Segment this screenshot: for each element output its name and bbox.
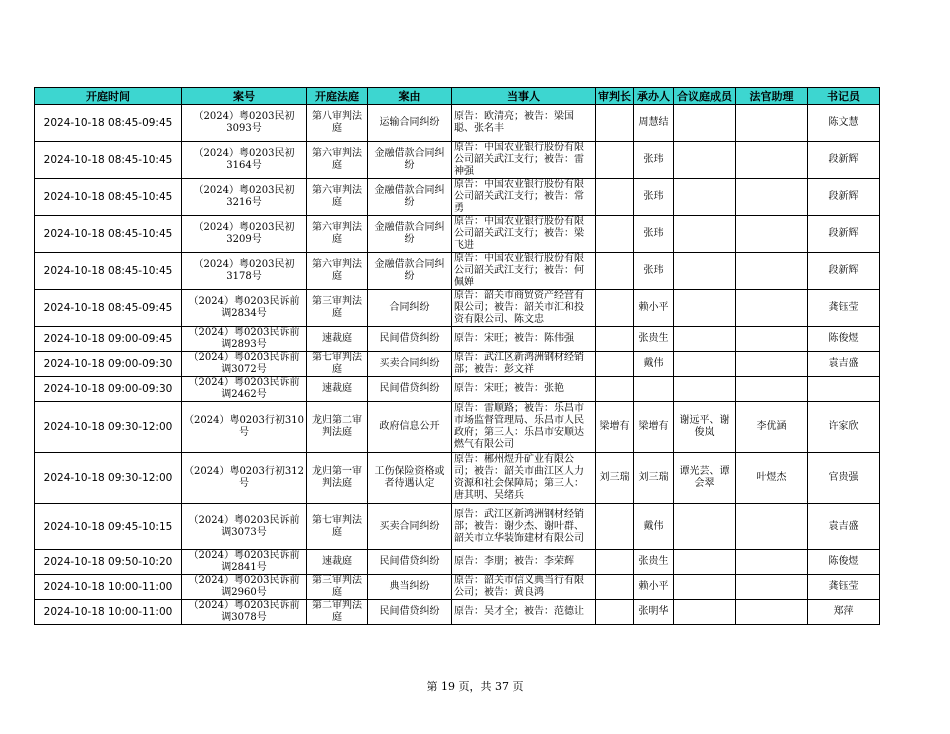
table-row — [35, 327, 880, 352]
cell-time: 2024-10-18 08:45-10:45 — [35, 216, 182, 253]
header-panel: 合议庭成员 — [674, 88, 736, 105]
table-row — [35, 352, 880, 377]
table-row — [35, 179, 880, 216]
cell-cause: 工伤保险资格或者待遇认定 — [368, 453, 452, 504]
cell-parties: 原告：武江区新鸿洲钢材经销部；被告：谢少杰、谢叶群、韶关市立华装饰建材有限公司 — [452, 504, 596, 550]
cell-cause: 典当纠纷 — [368, 575, 452, 600]
cell-court: 第二审判法庭 — [307, 600, 368, 625]
cell-presiding-judge — [596, 377, 634, 402]
cell-cause: 运输合同纠纷 — [368, 105, 452, 142]
cell-case-number: （2024）粤0203民诉前调2841号 — [182, 550, 307, 575]
cell-case-number: （2024）粤0203民初3093号 — [182, 105, 307, 142]
cell-panel-members: 谭光芸、谭会翠 — [674, 453, 736, 504]
cell-parties: 原告：中国农业银行股份有限公司韶关武江支行；被告：梁飞进 — [452, 216, 596, 253]
table-row — [35, 504, 880, 550]
cell-case-number: （2024）粤0203民初3178号 — [182, 253, 307, 290]
cell-parties: 原告：李朋；被告：李荣辉 — [452, 550, 596, 575]
cell-case-number: （2024）粤0203民初3209号 — [182, 216, 307, 253]
cell-panel-members — [674, 575, 736, 600]
cell-court: 速裁庭 — [307, 327, 368, 352]
cell-handling-judge: 张明华 — [634, 600, 674, 625]
cell-handling-judge: 周慧结 — [634, 105, 674, 142]
cell-presiding-judge — [596, 179, 634, 216]
cell-clerk: 陈俊煜 — [808, 550, 880, 575]
header-row — [35, 88, 880, 105]
header-clerk: 书记员 — [808, 88, 880, 105]
cell-court: 第七审判法庭 — [307, 352, 368, 377]
cell-clerk: 郑萍 — [808, 600, 880, 625]
cell-cause: 政府信息公开 — [368, 402, 452, 453]
cell-court: 速裁庭 — [307, 550, 368, 575]
cell-cause: 金融借款合同纠纷 — [368, 142, 452, 179]
header-time: 开庭时间 — [35, 88, 182, 105]
cell-clerk: 段新辉 — [808, 142, 880, 179]
cell-presiding-judge — [596, 253, 634, 290]
cell-court: 龙归第二审判法庭 — [307, 402, 368, 453]
cell-parties: 原告：雷顺路；被告：乐昌市市场监督管理局、乐昌市人民政府；第三人：乐昌市安顺达燃气有限公司 — [452, 402, 596, 453]
cell-presiding-judge: 刘三瑞 — [596, 453, 634, 504]
cell-clerk: 袁吉盛 — [808, 352, 880, 377]
header-cause: 案由 — [368, 88, 452, 105]
cell-court: 第八审判法庭 — [307, 105, 368, 142]
cell-clerk: 段新辉 — [808, 216, 880, 253]
cell-presiding-judge — [596, 504, 634, 550]
table-row — [35, 402, 880, 453]
table-row — [35, 600, 880, 625]
cell-clerk: 陈俊煜 — [808, 327, 880, 352]
cell-clerk: 段新辉 — [808, 253, 880, 290]
cell-presiding-judge — [596, 142, 634, 179]
cell-judge-assistant — [736, 377, 808, 402]
cell-parties: 原告：欧清亮；被告：梁国聪、张名丰 — [452, 105, 596, 142]
cell-cause: 民间借贷纠纷 — [368, 327, 452, 352]
cell-cause: 买卖合同纠纷 — [368, 352, 452, 377]
cell-panel-members — [674, 253, 736, 290]
cell-time: 2024-10-18 08:45-10:45 — [35, 253, 182, 290]
cell-panel-members — [674, 290, 736, 327]
cell-clerk: 龚钰莹 — [808, 575, 880, 600]
cell-judge-assistant: 叶煜杰 — [736, 453, 808, 504]
cell-time: 2024-10-18 09:30-12:00 — [35, 402, 182, 453]
cell-court: 第六审判法庭 — [307, 216, 368, 253]
cell-presiding-judge — [596, 550, 634, 575]
cell-judge-assistant: 李优涵 — [736, 402, 808, 453]
cell-handling-judge: 张玮 — [634, 216, 674, 253]
cell-cause: 金融借款合同纠纷 — [368, 216, 452, 253]
cell-handling-judge: 张贵生 — [634, 327, 674, 352]
cell-clerk: 许家欣 — [808, 402, 880, 453]
cell-court: 第七审判法庭 — [307, 504, 368, 550]
cell-court: 第六审判法庭 — [307, 179, 368, 216]
cell-case-number: （2024）粤0203民初3216号 — [182, 179, 307, 216]
cell-parties: 原告：吴才全；被告：范德让 — [452, 600, 596, 625]
schedule-table — [34, 87, 880, 625]
header-presiding: 审判长 — [596, 88, 634, 105]
cell-handling-judge: 戴伟 — [634, 504, 674, 550]
cell-panel-members — [674, 352, 736, 377]
cell-judge-assistant — [736, 575, 808, 600]
cell-case-number: （2024）粤0203民诉前调3073号 — [182, 504, 307, 550]
cell-time: 2024-10-18 08:45-10:45 — [35, 179, 182, 216]
cell-presiding-judge — [596, 575, 634, 600]
cell-time: 2024-10-18 10:00-11:00 — [35, 600, 182, 625]
cell-cause: 民间借贷纠纷 — [368, 550, 452, 575]
cell-time: 2024-10-18 10:00-11:00 — [35, 575, 182, 600]
cell-parties: 原告：韶关市商贸资产经营有限公司；被告：韶关市汇和投资有限公司、陈文忠 — [452, 290, 596, 327]
table-row — [35, 453, 880, 504]
cell-cause: 买卖合同纠纷 — [368, 504, 452, 550]
cell-parties: 原告：郴州煜升矿业有限公司；被告：韶关市曲江区人力资源和社会保障局；第三人：唐其明、吴绪兵 — [452, 453, 596, 504]
header-assistant: 法官助理 — [736, 88, 808, 105]
cell-presiding-judge: 梁增有 — [596, 402, 634, 453]
cell-handling-judge: 张玮 — [634, 142, 674, 179]
cell-case-number: （2024）粤0203民诉前调2834号 — [182, 290, 307, 327]
cell-presiding-judge — [596, 105, 634, 142]
cell-parties: 原告：宋旺；被告：陈伟强 — [452, 327, 596, 352]
cell-handling-judge — [634, 377, 674, 402]
cell-case-number: （2024）粤0203民诉前调3078号 — [182, 600, 307, 625]
page-footer: 第 19 页，共 37 页 — [426, 680, 524, 693]
cell-handling-judge: 张贵生 — [634, 550, 674, 575]
cell-judge-assistant — [736, 352, 808, 377]
cell-time: 2024-10-18 09:50-10:20 — [35, 550, 182, 575]
cell-cause: 金融借款合同纠纷 — [368, 179, 452, 216]
cell-case-number: （2024）粤0203行初310号 — [182, 402, 307, 453]
cell-time: 2024-10-18 09:00-09:45 — [35, 327, 182, 352]
cell-clerk: 龚钰莹 — [808, 290, 880, 327]
cell-case-number: （2024）粤0203民初3164号 — [182, 142, 307, 179]
cell-clerk: 陈文慧 — [808, 105, 880, 142]
cell-presiding-judge — [596, 216, 634, 253]
cell-court: 龙归第一审判法庭 — [307, 453, 368, 504]
header-parties: 当事人 — [452, 88, 596, 105]
table-row — [35, 377, 880, 402]
cell-time: 2024-10-18 08:45-09:45 — [35, 290, 182, 327]
cell-judge-assistant — [736, 550, 808, 575]
cell-panel-members — [674, 179, 736, 216]
cell-judge-assistant — [736, 142, 808, 179]
table-row — [35, 290, 880, 327]
cell-presiding-judge — [596, 290, 634, 327]
cell-parties: 原告：武江区新鸿洲钢材经销部；被告：彭文祥 — [452, 352, 596, 377]
cell-case-number: （2024）粤0203行初312号 — [182, 453, 307, 504]
table-body — [35, 105, 880, 625]
cell-court: 第六审判法庭 — [307, 253, 368, 290]
cell-panel-members — [674, 327, 736, 352]
cell-judge-assistant — [736, 600, 808, 625]
cell-court: 第三审判法庭 — [307, 290, 368, 327]
cell-handling-judge: 赖小平 — [634, 575, 674, 600]
header-court: 开庭法庭 — [307, 88, 368, 105]
table-row — [35, 253, 880, 290]
cell-case-number: （2024）粤0203民诉前调2893号 — [182, 327, 307, 352]
cell-judge-assistant — [736, 253, 808, 290]
cell-time: 2024-10-18 09:00-09:30 — [35, 377, 182, 402]
cell-parties: 原告：宋旺；被告：张艳 — [452, 377, 596, 402]
cell-panel-members — [674, 600, 736, 625]
cell-handling-judge: 张玮 — [634, 253, 674, 290]
cell-presiding-judge — [596, 352, 634, 377]
cell-handling-judge: 刘三瑞 — [634, 453, 674, 504]
cell-judge-assistant — [736, 290, 808, 327]
cell-panel-members — [674, 105, 736, 142]
cell-judge-assistant — [736, 179, 808, 216]
table-row — [35, 142, 880, 179]
cell-panel-members — [674, 216, 736, 253]
cell-panel-members — [674, 550, 736, 575]
table-row — [35, 105, 880, 142]
cell-clerk: 官贵强 — [808, 453, 880, 504]
header-case: 案号 — [182, 88, 307, 105]
cell-handling-judge: 梁增有 — [634, 402, 674, 453]
cell-parties: 原告：中国农业银行股份有限公司韶关武江支行；被告：常勇 — [452, 179, 596, 216]
cell-handling-judge: 张玮 — [634, 179, 674, 216]
cell-cause: 民间借贷纠纷 — [368, 377, 452, 402]
cell-judge-assistant — [736, 216, 808, 253]
cell-parties: 原告：韶关市信义典当行有限公司；被告：黄良鸿 — [452, 575, 596, 600]
cell-court: 第六审判法庭 — [307, 142, 368, 179]
cell-time: 2024-10-18 08:45-10:45 — [35, 142, 182, 179]
cell-panel-members — [674, 377, 736, 402]
table-row — [35, 575, 880, 600]
cell-presiding-judge — [596, 600, 634, 625]
cell-clerk — [808, 377, 880, 402]
table-row — [35, 550, 880, 575]
cell-time: 2024-10-18 08:45-09:45 — [35, 105, 182, 142]
cell-cause: 民间借贷纠纷 — [368, 600, 452, 625]
cell-clerk: 段新辉 — [808, 179, 880, 216]
cell-parties: 原告：中国农业银行股份有限公司韶关武江支行；被告：何佩婵 — [452, 253, 596, 290]
cell-time: 2024-10-18 09:30-12:00 — [35, 453, 182, 504]
cell-time: 2024-10-18 09:00-09:30 — [35, 352, 182, 377]
cell-case-number: （2024）粤0203民诉前调2462号 — [182, 377, 307, 402]
cell-handling-judge: 赖小平 — [634, 290, 674, 327]
cell-panel-members — [674, 504, 736, 550]
cell-cause: 金融借款合同纠纷 — [368, 253, 452, 290]
cell-judge-assistant — [736, 504, 808, 550]
cell-case-number: （2024）粤0203民诉前调3072号 — [182, 352, 307, 377]
header-handler: 承办人 — [634, 88, 674, 105]
table-row — [35, 216, 880, 253]
cell-judge-assistant — [736, 327, 808, 352]
cell-time: 2024-10-18 09:45-10:15 — [35, 504, 182, 550]
cell-panel-members: 谢远平、谢俊岚 — [674, 402, 736, 453]
cell-judge-assistant — [736, 105, 808, 142]
cell-handling-judge: 戴伟 — [634, 352, 674, 377]
cell-presiding-judge — [596, 327, 634, 352]
cell-cause: 合同纠纷 — [368, 290, 452, 327]
cell-panel-members — [674, 142, 736, 179]
cell-clerk: 袁吉盛 — [808, 504, 880, 550]
cell-parties: 原告：中国农业银行股份有限公司韶关武江支行；被告：雷神强 — [452, 142, 596, 179]
cell-court: 速裁庭 — [307, 377, 368, 402]
cell-case-number: （2024）粤0203民诉前调2960号 — [182, 575, 307, 600]
cell-court: 第三审判法庭 — [307, 575, 368, 600]
